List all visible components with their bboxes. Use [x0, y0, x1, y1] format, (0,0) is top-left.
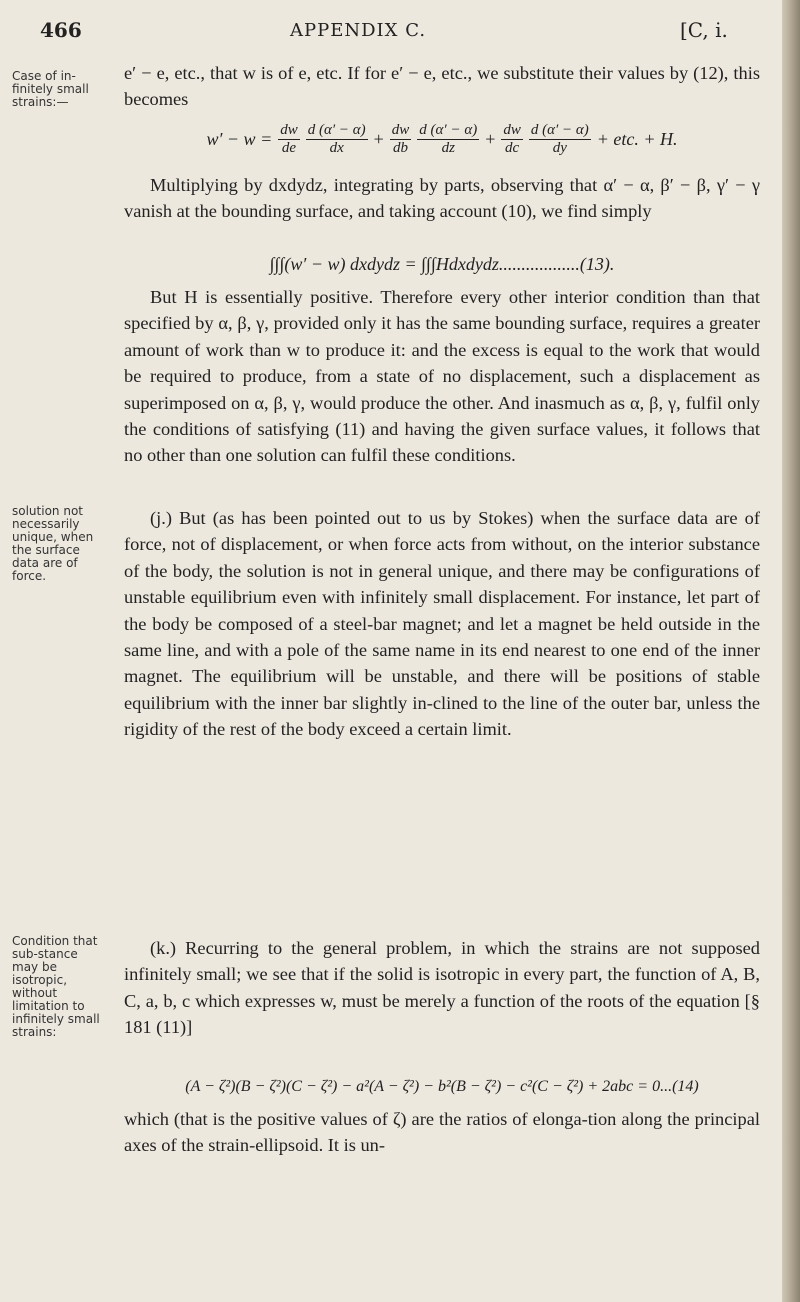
page-number: 466	[40, 18, 82, 42]
paragraph-6: which (that is the positive values of ζ) are the ratios of elonga-tion along the principal axes of the strain-ellipsoid. It is un-	[124, 1109, 760, 1156]
eq1-lhs: w′ − w =	[206, 129, 273, 149]
eq1-tail: + etc. + H.	[596, 129, 678, 149]
eq1-frac-3a: $\frac{dw}{dc}$	[503, 122, 521, 156]
equation-14: (A − ζ²)(B − ζ²)(C − ζ²) − a²(A − ζ²) − b²(B − ζ²) − c²(C − ζ²) + 2abc = 0...(14)	[185, 1078, 699, 1095]
section-mark: [C, i.	[680, 18, 728, 42]
equation-13: ∫∫∫(w′ − w) dxdydz = ∫∫∫Hdxdydz..................(13).	[269, 254, 615, 274]
paragraph-3: But H is essentially positive. Therefore every other interior condition than that specified by α, β, γ, provided only it has the same bounding surface, requires a greater amount of work than w to produce it: and the excess is equal to the work that would be required to produce, from a state of no displacement, such a displacement as superimposed on α, β, γ, would produce the other. And inasmuch as α, β, γ, fulfil only the conditions of satisfying (11) and having the given surface values, it follows that no other than one solution can fulfil these conditions.	[124, 287, 760, 466]
paragraph-2: Multiplying by dxdydz, integrating by parts, observing that α′ − α, β′ − β, γ′ − γ vanish at the bounding surface, and taking account (10), we find simply	[124, 175, 760, 222]
equation-12-expanded: w′ − w = $\frac{dw}{de}$ $\frac{d (\alpha' - \alpha)}{dx}$ + $\frac{dw}{db}$ $\frac{d (\alpha' - \alpha)}{dz}$ + $\frac{dw}{dc}$ $\frac{d (\alpha' - \alpha)}{dy}$ + etc. + H.	[206, 122, 678, 156]
paragraph-6-block	[124, 1106, 760, 1159]
paragraph-3-block	[124, 284, 760, 469]
margin-note-not-unique: solution not necessarily unique, when the surface data are of force.	[12, 504, 94, 583]
running-head: APPENDIX C.	[290, 20, 427, 41]
eq1-frac-1a: $\frac{dw}{de}$	[280, 122, 298, 156]
margin-note-isotropic: Condition that sub-stance may be isotropic, without limitation to infinitely small strains:	[12, 934, 100, 1039]
eq1-frac-2a: $\frac{dw}{db}$	[391, 122, 410, 156]
paragraph-2-block	[124, 172, 760, 225]
margin-note-infinitely-small: Case of in-finitely small strains:—	[12, 69, 89, 109]
page-edge	[782, 0, 800, 1302]
paragraph-k-block	[124, 935, 760, 1041]
eq1-frac-2b: $\frac{d (\alpha' - \alpha)}{dz}$	[419, 122, 478, 156]
paragraph-j: (j.) But (as has been pointed out to us by Stokes) when the surface data are of force, not of displacement, or when force acts from without, on the interior substance of the body, the solution is not in general unique, and there may be configurations of unstable equilibrium even with infinitely small displacement. For instance, let part of the body be composed of a steel-bar magnet; and let a magnet be held outside in the same line, and with a pole of the same name in its end nearest to one end of the inner magnet. The equilibrium will be unstable, and there will be positions of stable equilibrium with the inner bar slightly in-clined to the line of the outer bar, unless the rigidity of the rest of the body exceed a certain limit.	[124, 508, 760, 740]
paragraph-1-block	[124, 60, 760, 113]
paragraph-k: (k.) Recurring to the general problem, in which the strains are not supposed infinitely small; we see that if the solid is isotropic in every part, the function of A, B, C, a, b, c which expresses w, must be merely a function of the roots of the equation [§ 181 (11)]	[124, 938, 760, 1038]
eq1-frac-3b: $\frac{d (\alpha' - \alpha)}{dy}$	[530, 122, 589, 156]
paragraph-j-block	[124, 505, 760, 743]
eq1-frac-1b: $\frac{d (\alpha' - \alpha)}{dx}$	[307, 122, 366, 156]
paragraph-1: e′ − e, etc., that w is of e, etc. If for e′ − e, etc., we substitute their values by (12), this becomes	[124, 63, 760, 110]
page-header	[0, 18, 782, 48]
